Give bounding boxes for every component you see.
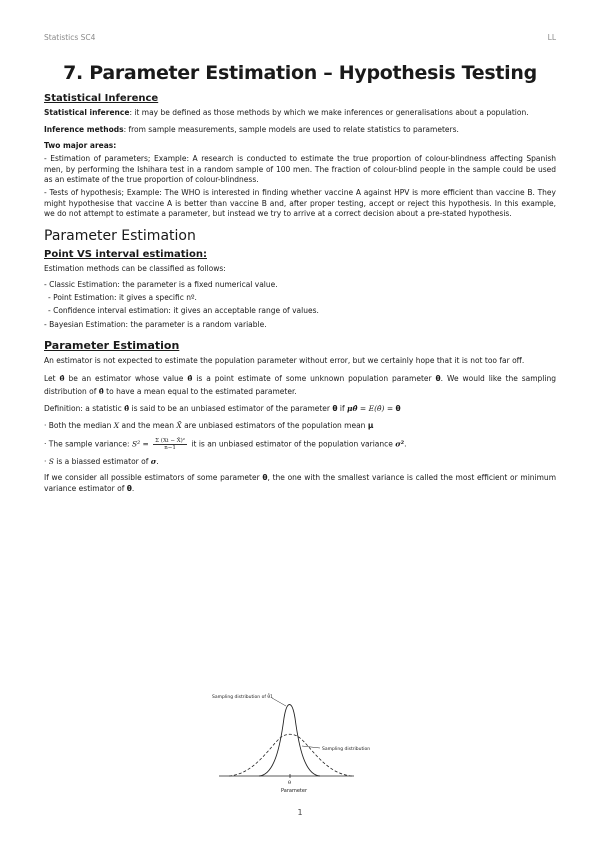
narrow-curve	[259, 705, 320, 777]
fig-axis-tick: θ	[288, 780, 292, 786]
def-statistical-inference: Statistical inference: it may be defined as those methods by which we make inferences or generalisations about a population.	[44, 108, 529, 117]
section-statistical-inference-heading: Statistical Inference	[44, 93, 159, 104]
estimator-paragraph: An estimator is not expected to estimate the population parameter without error, but we certainly hope that it is not too far off.	[44, 355, 525, 365]
arrow-line-2	[302, 746, 320, 748]
point-estimation: - Point Estimation: it gives a specific nº.	[48, 292, 197, 302]
arrow-line-1	[272, 698, 286, 706]
content	[44, 62, 556, 500]
fig-label-2: Sampling distribution	[322, 747, 371, 752]
header-left: Statistics SC4	[44, 33, 96, 42]
estimation-intro: Estimation methods can be classified as follows:	[44, 263, 226, 273]
point-vs-interval-heading: Point VS interval estimation:	[44, 248, 207, 260]
classic-estimation: - Classic Estimation: the parameter is a fixed numerical value.	[44, 280, 278, 290]
estimator-definition-paragraph: Let θ̂ be an estimator whose value θ̂ is a point estimate of some unknown population parameter θ. We would like the sampling distribution of θ̂ to have a mean equal to the estimated parameter.	[44, 374, 556, 397]
sampling-distribution-figure	[204, 688, 371, 798]
bayesian-estimation: - Bayesian Estimation: the parameter is a random variable.	[44, 320, 267, 330]
section-parameter-estimation-heading: Parameter Estimation	[44, 227, 196, 244]
fig-axis-label: Parameter	[281, 788, 308, 794]
efficient-estimator-paragraph: If we consider all possible estimators of some parameter θ, the one with the smallest variance is called the most efficient or minimum variance estimator of θ.	[44, 473, 556, 493]
bullet-s-biased: · S is a biassed estimator of σ.	[44, 456, 159, 466]
fig-label-1: Sampling distribution of θ̂1	[212, 695, 273, 700]
interval-estimation: - Confidence interval estimation: it gives an acceptable range of values.	[48, 305, 319, 315]
unbiased-definition: Definition: a statistic θ̂ is said to be an unbiased estimator of the parameter θ if μθ̂ = E(θ̂) = θ	[44, 404, 401, 414]
area-estimation: - Estimation of parameters; Example: A research is conducted to estimate the true proportion of colour-blindness affecting Spanish men, by performing the Ishihara test in a random sample of 100 men. The fraction of colour-blind people in the sample could be used as an estimate of the true proportion of colour-blindness.	[44, 154, 556, 185]
parameter-estimation-subheading: Parameter Estimation	[44, 338, 180, 352]
area-hypothesis: - Tests of hypothesis; Example: The WHO is interested in finding whether vaccine A against HPV is more efficient than vaccine B. They might hypothesise that vaccine A is better than vaccine B and, after proper testing, accept or reject this hypothesis. In this example, we do not attempt to estimate a parameter, but instead we try to arrive at a correct decision about a pre-stated hypothesis.	[44, 187, 556, 219]
header-right: LL	[547, 33, 556, 42]
bullet-median-mean: · Both the median X and the mean X̄ are unbiased estimators of the population mean μ	[44, 420, 374, 430]
variance-fraction: $\frac{\text{Σ (Xi − X̄)²}}{n-1}$	[155, 437, 186, 451]
def-inference-methods: Inference methods: from sample measurements, sample models are used to relate statistics to parameters.	[44, 124, 459, 134]
bullet-sample-variance: · The sample variance: S² = $\frac{\text{Σ (Xi − X̄)²}}{n-1}$ it is an unbiased estimator of the population variance σ².	[44, 437, 407, 451]
page-number: 1	[297, 808, 303, 817]
two-major-areas-heading: Two major areas:	[44, 141, 117, 151]
page-title: 7. Parameter Estimation – Hypothesis Testing	[63, 62, 537, 84]
wide-curve	[229, 734, 352, 776]
